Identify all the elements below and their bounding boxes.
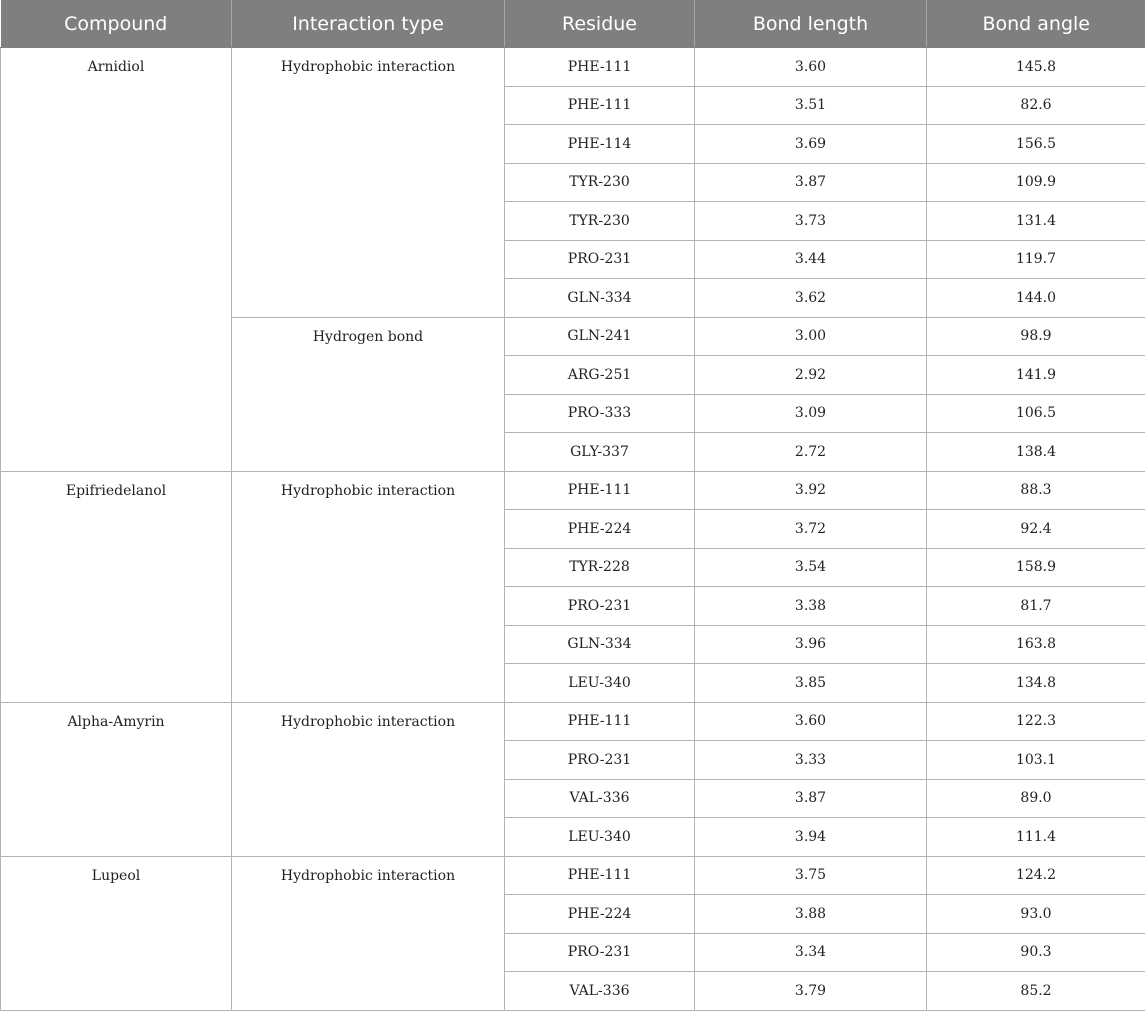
bond-angle-cell: 158.9: [927, 548, 1145, 587]
residue-cell: PHE-224: [505, 510, 695, 549]
bond-angle-cell: 111.4: [927, 818, 1145, 857]
table-body: [1, 48, 1145, 1011]
bond-length-cell: 3.73: [695, 202, 927, 241]
bond-angle-cell: 134.8: [927, 664, 1145, 703]
residue-cell: GLN-241: [505, 317, 695, 356]
bond-length-cell: 3.87: [695, 163, 927, 202]
compound-cell: Arnidiol: [1, 48, 232, 472]
compound-cell: Epifriedelanol: [1, 471, 232, 702]
header-residue: Residue: [505, 0, 695, 48]
bond-length-cell: 3.87: [695, 779, 927, 818]
bond-angle-cell: 122.3: [927, 702, 1145, 741]
table-row: [1, 856, 1145, 895]
header-interaction-type: Interaction type: [232, 0, 505, 48]
residue-cell: PHE-111: [505, 48, 695, 87]
bond-angle-cell: 103.1: [927, 741, 1145, 780]
bond-length-cell: 3.94: [695, 818, 927, 857]
interaction-type-cell: Hydrophobic interaction: [232, 48, 505, 318]
bond-length-cell: 3.79: [695, 972, 927, 1011]
bond-length-cell: 3.62: [695, 279, 927, 318]
interaction-type-cell: Hydrophobic interaction: [232, 702, 505, 856]
bond-angle-cell: 93.0: [927, 895, 1145, 934]
table-row: [1, 702, 1145, 741]
residue-cell: PRO-231: [505, 240, 695, 279]
bond-angle-cell: 88.3: [927, 471, 1145, 510]
residue-cell: PRO-231: [505, 741, 695, 780]
bond-angle-cell: 85.2: [927, 972, 1145, 1011]
bond-angle-cell: 109.9: [927, 163, 1145, 202]
bond-length-cell: 3.09: [695, 394, 927, 433]
residue-cell: VAL-336: [505, 972, 695, 1011]
residue-cell: ARG-251: [505, 356, 695, 395]
header-bond-length: Bond length: [695, 0, 927, 48]
bond-angle-cell: 124.2: [927, 856, 1145, 895]
interaction-type-cell: Hydrogen bond: [232, 317, 505, 471]
bond-length-cell: 3.00: [695, 317, 927, 356]
bond-angle-cell: 156.5: [927, 125, 1145, 164]
residue-cell: PHE-111: [505, 86, 695, 125]
bond-angle-cell: 131.4: [927, 202, 1145, 241]
bond-angle-cell: 163.8: [927, 625, 1145, 664]
residue-cell: PHE-224: [505, 895, 695, 934]
bond-length-cell: 2.92: [695, 356, 927, 395]
residue-cell: PHE-114: [505, 125, 695, 164]
residue-cell: TYR-230: [505, 163, 695, 202]
header-compound: Compound: [1, 0, 232, 48]
bond-angle-cell: 82.6: [927, 86, 1145, 125]
bond-length-cell: 3.75: [695, 856, 927, 895]
bond-angle-cell: 141.9: [927, 356, 1145, 395]
residue-cell: PRO-231: [505, 933, 695, 972]
bond-angle-cell: 98.9: [927, 317, 1145, 356]
residue-cell: LEU-340: [505, 664, 695, 703]
bond-length-cell: 3.92: [695, 471, 927, 510]
bond-angle-cell: 145.8: [927, 48, 1145, 87]
bond-length-cell: 3.96: [695, 625, 927, 664]
residue-cell: PRO-231: [505, 587, 695, 626]
bond-angle-cell: 92.4: [927, 510, 1145, 549]
residue-cell: LEU-340: [505, 818, 695, 857]
compound-cell: Lupeol: [1, 856, 232, 1010]
bond-angle-cell: 90.3: [927, 933, 1145, 972]
residue-cell: TYR-228: [505, 548, 695, 587]
bond-length-cell: 3.54: [695, 548, 927, 587]
bond-length-cell: 3.85: [695, 664, 927, 703]
bond-length-cell: 3.51: [695, 86, 927, 125]
bond-angle-cell: 144.0: [927, 279, 1145, 318]
residue-cell: GLY-337: [505, 433, 695, 472]
bond-length-cell: 3.33: [695, 741, 927, 780]
bond-length-cell: 3.34: [695, 933, 927, 972]
bond-length-cell: 3.60: [695, 702, 927, 741]
header-bond-angle: Bond angle: [927, 0, 1145, 48]
table-row: [1, 48, 1145, 87]
residue-cell: GLN-334: [505, 625, 695, 664]
bond-length-cell: 3.69: [695, 125, 927, 164]
bond-angle-cell: 119.7: [927, 240, 1145, 279]
residue-cell: PRO-333: [505, 394, 695, 433]
bond-length-cell: 3.60: [695, 48, 927, 87]
compound-cell: Alpha-Amyrin: [1, 702, 232, 856]
bond-angle-cell: 106.5: [927, 394, 1145, 433]
bond-length-cell: 3.38: [695, 587, 927, 626]
interaction-type-cell: Hydrophobic interaction: [232, 856, 505, 1010]
bond-angle-cell: 81.7: [927, 587, 1145, 626]
residue-cell: TYR-230: [505, 202, 695, 241]
bond-length-cell: 3.72: [695, 510, 927, 549]
bond-length-cell: 2.72: [695, 433, 927, 472]
bond-length-cell: 3.88: [695, 895, 927, 934]
bond-angle-cell: 138.4: [927, 433, 1145, 472]
table-header: [1, 0, 1145, 48]
residue-cell: PHE-111: [505, 856, 695, 895]
residue-cell: GLN-334: [505, 279, 695, 318]
header-row: [1, 0, 1145, 48]
bond-length-cell: 3.44: [695, 240, 927, 279]
table-row: [1, 471, 1145, 510]
residue-cell: PHE-111: [505, 702, 695, 741]
bond-angle-cell: 89.0: [927, 779, 1145, 818]
interaction-type-cell: Hydrophobic interaction: [232, 471, 505, 702]
residue-cell: VAL-336: [505, 779, 695, 818]
residue-cell: PHE-111: [505, 471, 695, 510]
